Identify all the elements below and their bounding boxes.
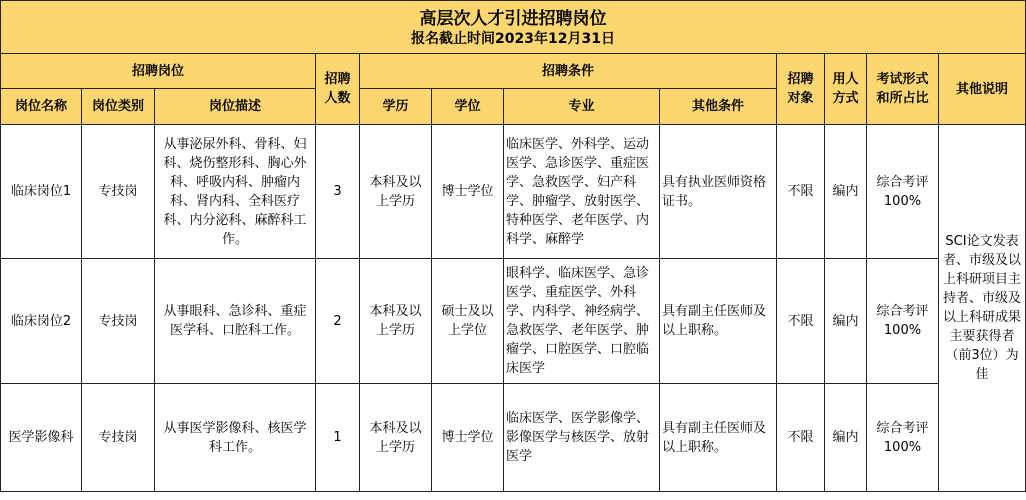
education-cell: 本科及以上学历 [360,384,432,492]
header-major: 专业 [504,89,660,125]
count-cell: 2 [316,259,360,384]
post-desc-cell: 从事眼科、急诊科、重症医学科、口腔科工作。 [155,259,316,384]
table-row [1,259,1026,384]
major-cell: 眼科学、临床医学、急诊医学、重症医学、外科学、内科学、神经病学、急救医学、老年医学、肿瘤学、口腔医学、口腔临床医学 [504,259,660,384]
table-row [1,125,1026,259]
exam-cell: 综合考评100% [867,384,939,492]
header-row-1 [1,54,1026,89]
header-recruit-post: 招聘岗位 [1,54,316,89]
major-cell: 临床医学、外科学、运动医学、急诊医学、重症医学、急救医学、妇产科学、肿瘤学、放射医学、特种医学、老年医学、内科学、麻醉学 [504,125,660,259]
employment-cell: 编内 [825,259,867,384]
post-type-cell: 专技岗 [82,259,155,384]
other-conditions-cell: 具有执业医师资格证书。 [660,125,777,259]
header-count: 招聘人数 [316,54,360,125]
header-education: 学历 [360,89,432,125]
employment-cell: 编内 [825,125,867,259]
post-desc-cell: 从事泌尿外科、骨科、妇科、烧伤整形科、胸心外科、呼吸内科、肿瘤内科、肾内科、全科医疗科、内分泌科、麻醉科工作。 [155,125,316,259]
page-title: 高层次人才引进招聘岗位 [419,8,607,29]
degree-cell: 博士学位 [432,125,504,259]
page-subtitle: 报名截止时间2023年12月31日 [411,30,615,47]
header-post-desc: 岗位描述 [155,89,316,125]
target-cell: 不限 [777,125,825,259]
count-cell: 1 [316,384,360,492]
post-type-cell: 专技岗 [82,384,155,492]
post-desc-cell: 从事医学影像科、核医学科工作。 [155,384,316,492]
target-cell: 不限 [777,259,825,384]
post-name-cell: 医学影像科 [1,384,82,492]
header-conditions: 招聘条件 [360,54,777,89]
education-cell: 本科及以上学历 [360,125,432,259]
header-other-notes: 其他说明 [939,54,1026,125]
education-cell: 本科及以上学历 [360,259,432,384]
header-other-conditions: 其他条件 [660,89,777,125]
header-target: 招聘对象 [777,54,825,125]
header-post-type: 岗位类别 [82,89,155,125]
header-degree: 学位 [432,89,504,125]
employment-cell: 编内 [825,384,867,492]
degree-cell: 硕士及以上学位 [432,259,504,384]
count-cell: 3 [316,125,360,259]
other-notes-cell: SCI论文发表者、市级及以上科研项目主持者、市级及以上科研成果主要获得者（前3位）为佳 [939,125,1026,492]
post-name-cell: 临床岗位2 [1,259,82,384]
exam-cell: 综合考评100% [867,125,939,259]
major-cell: 临床医学、医学影像学、影像医学与核医学、放射医学 [504,384,660,492]
post-name-cell: 临床岗位1 [1,125,82,259]
other-conditions-cell: 具有副主任医师及以上职称。 [660,384,777,492]
post-type-cell: 专技岗 [82,125,155,259]
header-exam: 考试形式和所占比 [867,54,939,125]
table-row [1,384,1026,492]
target-cell: 不限 [777,384,825,492]
exam-cell: 综合考评100% [867,259,939,384]
degree-cell: 博士学位 [432,384,504,492]
header-post-name: 岗位名称 [1,89,82,125]
title-row [1,1,1026,54]
header-employment: 用人方式 [825,54,867,125]
other-conditions-cell: 具有副主任医师及以上职称。 [660,259,777,384]
